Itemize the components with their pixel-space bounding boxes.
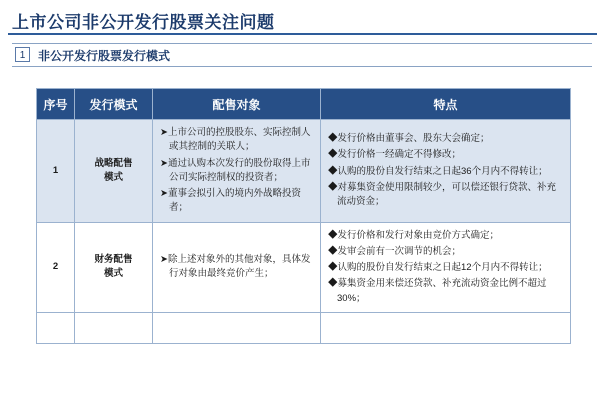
target-bullet-list bbox=[160, 126, 313, 216]
column-header-index: 序号 bbox=[37, 89, 75, 120]
feature-bullet-list bbox=[328, 132, 563, 209]
cell-feature bbox=[321, 222, 571, 312]
table-row bbox=[37, 222, 571, 312]
issuance-mode-table bbox=[36, 88, 571, 344]
cell-mode-text: 战略配售 模式 bbox=[94, 157, 133, 183]
cell-mode bbox=[75, 120, 153, 223]
feature-bullet: ◆发审会前有一次调节的机会； bbox=[328, 245, 462, 257]
slide-title-area bbox=[0, 6, 605, 36]
cell-feature bbox=[321, 120, 571, 223]
cell-spacer bbox=[75, 312, 153, 343]
target-bullet: ➤通过认购本次发行的股份取得上市公司实际控制权的投资者； bbox=[160, 157, 311, 183]
cell-spacer bbox=[321, 312, 571, 343]
cell-spacer bbox=[37, 312, 75, 343]
issuance-mode-table-wrapper bbox=[36, 88, 570, 344]
target-bullet: ➤上市公司的控股股东、实际控制人或其控制的关联人； bbox=[160, 127, 311, 153]
column-header-feature: 特点 bbox=[321, 89, 571, 120]
page-title: 上市公司非公开发行股票关注问题 bbox=[12, 13, 275, 32]
target-bullet: ➤董事会拟引入的境内外战略投资者； bbox=[160, 188, 301, 214]
column-header-target: 配售对象 bbox=[153, 89, 321, 120]
feature-bullet: ◆募集资金用来偿还贷款、补充流动资金比例不超过30%； bbox=[328, 278, 547, 304]
cell-mode-text: 财务配售 模式 bbox=[94, 253, 133, 280]
cell-spacer bbox=[153, 312, 321, 343]
feature-bullet: ◆认购的股份自发行结束之日起36个月内不得转让； bbox=[328, 165, 548, 177]
cell-index: 1 bbox=[37, 120, 75, 223]
feature-bullet: ◆发行价格一经确定不得修改； bbox=[328, 149, 462, 161]
cell-index: 2 bbox=[37, 222, 75, 312]
target-bullet-list bbox=[160, 253, 313, 282]
section-number: 1 bbox=[15, 47, 30, 62]
feature-bullet: ◆发行价格和发行对象由竞价方式确定； bbox=[328, 229, 500, 241]
section-heading bbox=[12, 43, 592, 67]
section-label: 非公开发行股票发行模式 bbox=[38, 49, 171, 63]
table-row-spacer bbox=[37, 312, 571, 343]
cell-mode bbox=[75, 222, 153, 312]
target-bullet: ➤除上述对象外的其他对象，具体发行对象由最终竞价产生； bbox=[160, 253, 311, 280]
column-header-mode: 发行模式 bbox=[75, 89, 153, 120]
table-row bbox=[37, 120, 571, 223]
feature-bullet: ◆发行价格由董事会、股东大会确定； bbox=[328, 133, 490, 145]
cell-target bbox=[153, 120, 321, 223]
feature-bullet: ◆认购的股份自发行结束之日起12个月内不得转让； bbox=[328, 262, 548, 273]
feature-bullet: ◆对募集资金使用限制较少，可以偿还银行贷款、补充流动资金； bbox=[328, 181, 557, 208]
cell-target bbox=[153, 222, 321, 312]
table-header-row bbox=[37, 89, 571, 120]
title-divider bbox=[8, 33, 597, 35]
feature-bullet-list bbox=[328, 229, 563, 306]
